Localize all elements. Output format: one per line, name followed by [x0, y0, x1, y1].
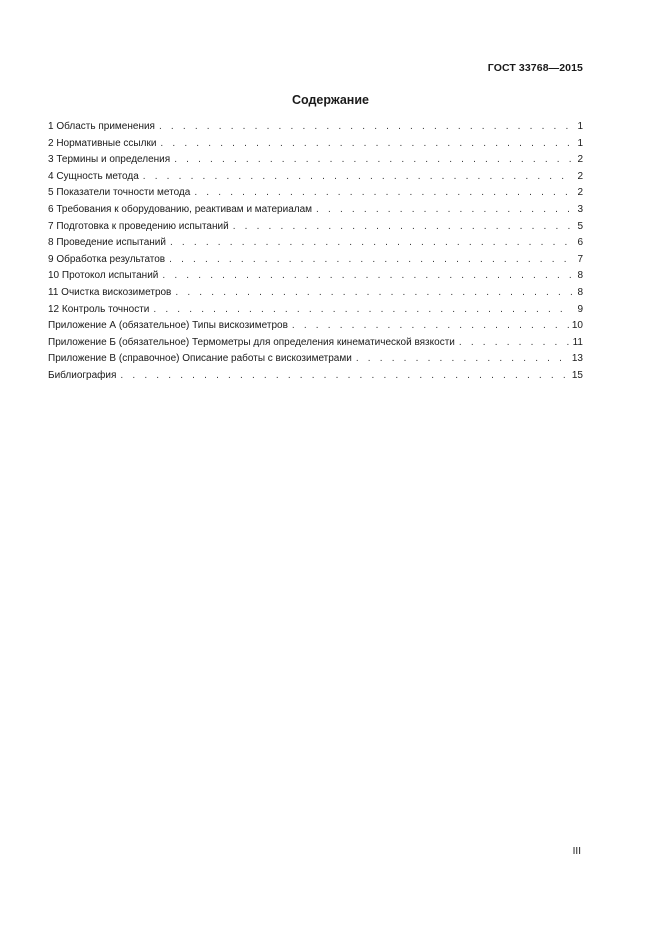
toc-entry-page: 5	[577, 220, 583, 232]
toc-entry-label: 3 Термины и определения	[48, 154, 171, 166]
toc-entry[interactable]	[48, 368, 583, 385]
toc-entry-page: 8	[577, 286, 583, 298]
toc-entry-label: Приложение Б (обязательное) Термометры для определения кинематической вязкости	[48, 336, 455, 348]
toc-entry[interactable]	[48, 169, 583, 186]
toc-entry-label: 1 Область применения	[48, 121, 155, 132]
toc-dot-leader	[160, 136, 572, 153]
toc-entry-label: 2 Нормативные ссылки	[48, 137, 157, 149]
toc-dot-leader	[292, 318, 569, 335]
toc-entry-label: 6 Требования к оборудованию, реактивам и материалам	[48, 203, 313, 215]
toc-entry-label: 10 Протокол испытаний	[48, 270, 159, 282]
toc-list	[48, 119, 583, 385]
toc-entry-page: 2	[577, 170, 583, 182]
toc-entry-page: 13	[571, 353, 583, 365]
toc-entry-page: 10	[571, 320, 583, 332]
toc-entry-label: 9 Обработка результатов	[48, 253, 166, 265]
toc-entry-label: 7 Подготовка к проведению испытаний	[48, 220, 229, 232]
toc-entry-label: 4 Сущность метода	[48, 170, 139, 182]
toc-entry[interactable]	[48, 185, 583, 202]
toc-entry-label: Приложение А (обязательное) Типы вискозиметров	[48, 320, 288, 332]
toc-entry-page: 8	[577, 270, 583, 282]
toc-entry-page: 2	[577, 154, 583, 166]
toc-dot-leader	[143, 169, 572, 186]
toc-dot-leader	[159, 119, 572, 136]
toc-entry-label: 12 Контроль точности	[48, 303, 150, 315]
toc-entry[interactable]	[48, 219, 583, 236]
toc-entry[interactable]	[48, 152, 583, 169]
toc-dot-leader	[120, 368, 568, 385]
toc-entry-page: 6	[577, 237, 583, 249]
toc-entry[interactable]	[48, 351, 583, 368]
toc-entry-label: Приложение В (справочное) Описание работы с вискозиметрами	[48, 353, 352, 365]
toc-entry-page: 9	[577, 303, 583, 315]
toc-entry-page: 11	[572, 336, 583, 348]
toc-entry[interactable]	[48, 302, 583, 319]
toc-dot-leader	[356, 351, 569, 368]
toc-entry-label: 8 Проведение испытаний	[48, 237, 166, 249]
toc-dot-leader	[459, 335, 570, 352]
toc-dot-leader	[233, 219, 572, 236]
toc-entry-page: 15	[571, 369, 583, 381]
toc-dot-leader	[175, 285, 572, 302]
toc-dot-leader	[153, 302, 572, 319]
page-number: III	[572, 846, 581, 857]
toc-entry-page: 2	[577, 187, 583, 199]
toc-entry[interactable]	[48, 268, 583, 285]
toc-entry[interactable]	[48, 335, 583, 352]
toc-entry-label: Библиография	[48, 369, 117, 381]
toc-entry[interactable]	[48, 119, 583, 136]
toc-entry-label: 5 Показатели точности метода	[48, 187, 191, 199]
toc-entry[interactable]	[48, 285, 583, 302]
toc-entry-page: 7	[577, 253, 583, 265]
toc-entry-page: 3	[577, 203, 583, 215]
toc-entry[interactable]	[48, 202, 583, 219]
toc-dot-leader	[162, 268, 572, 285]
toc-entry-page: 1	[577, 121, 583, 132]
toc-title: Содержание	[291, 93, 369, 107]
toc-entry[interactable]	[48, 252, 583, 269]
toc-entry-label: 11 Очистка вискозиметров	[48, 286, 172, 298]
toc-dot-leader	[174, 152, 572, 169]
standard-code: ГОСТ 33768—2015	[487, 62, 583, 74]
toc-dot-leader	[194, 185, 572, 202]
toc-dot-leader	[170, 235, 572, 252]
toc-dot-leader	[169, 252, 572, 269]
toc-entry[interactable]	[48, 136, 583, 153]
toc-entry-page: 1	[577, 137, 583, 149]
toc-entry[interactable]	[48, 318, 583, 335]
toc-dot-leader	[316, 202, 572, 219]
toc-entry[interactable]	[48, 235, 583, 252]
